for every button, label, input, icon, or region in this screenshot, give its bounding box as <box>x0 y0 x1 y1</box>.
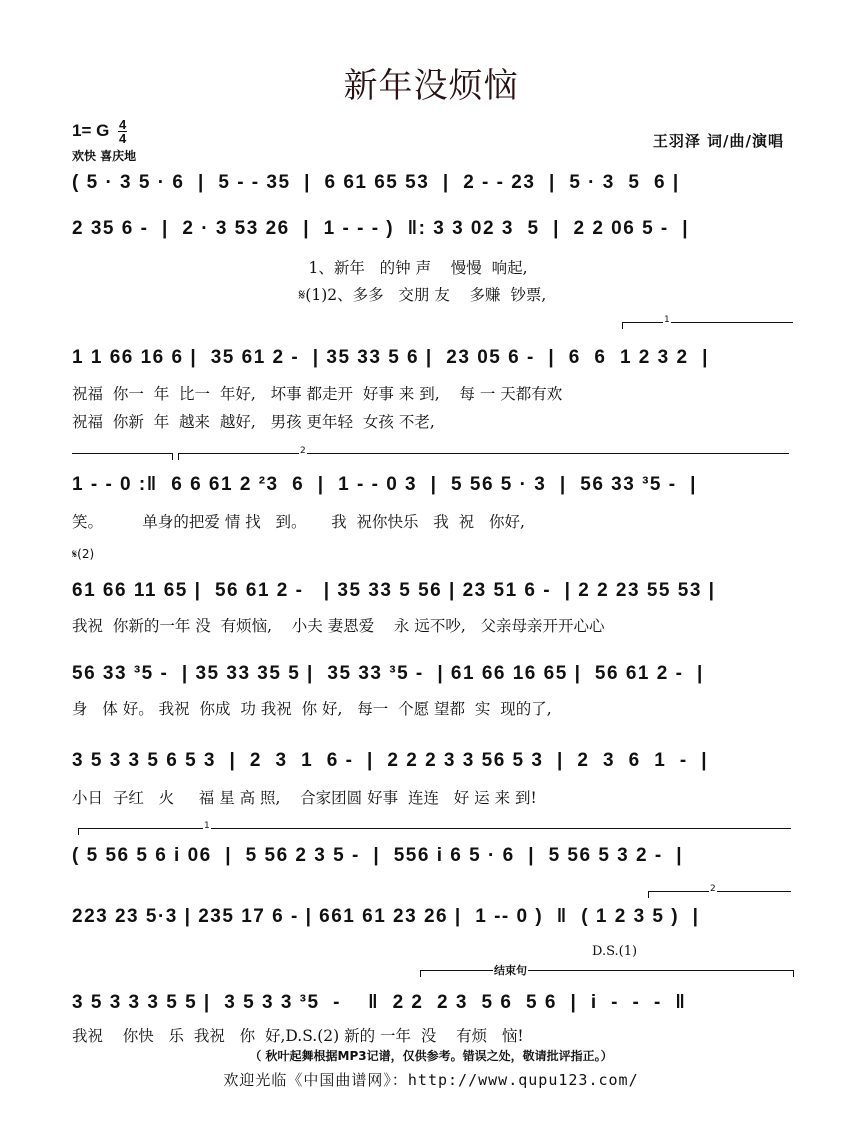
volta-bracket-end <box>72 453 173 460</box>
score-row: 61 66 11 65 | 56 61 2 - | 35 33 5 56 | 23 51 6 - | 2 2 23 55 53 | <box>72 580 716 601</box>
score-row: 1 - - 0 :‖ 6 6 61 2 ²3 6 | 1 - - 0 3 | 5 56 5 · 3 | 56 33 ³5 - | <box>72 474 697 495</box>
credit: 王羽泽 词/曲/演唱 <box>652 132 784 150</box>
score-row: 1 1 66 16 6 | 35 61 2 - | 35 33 5 6 | 23 05 6 - | 6 6 1 2 3 2 | <box>72 347 709 368</box>
volta-bracket: 1 <box>78 828 791 835</box>
score-row: 223 23 5·3 | 235 17 6 - | 661 61 23 26 | 1 -- 0 ) ‖ ( 1 2 3 5 ) | <box>72 906 700 927</box>
tempo-marking: 欢快 喜庆地 <box>72 149 137 163</box>
volta-bracket: 2 <box>178 453 789 460</box>
key-signature <box>72 118 127 145</box>
ds-marker: D.S.(1) <box>592 944 638 959</box>
time-signature: $\frac{4}{4}$ <box>118 117 127 146</box>
lyric-line: 小日 子红 火 福 星 高 照, 合家团圆 好事 连连 好 运 来 到! <box>72 789 537 807</box>
key-label: 1= G <box>72 120 110 140</box>
lyric-line: 𝄋(1)2、多多 交朋 友 多赚 钞票, <box>72 286 547 304</box>
segno-marker: 𝄋(2) <box>72 547 95 561</box>
site-link[interactable]: http://www.qupu123.com/ <box>407 1071 639 1089</box>
ending-bracket: 结束句 <box>420 970 794 977</box>
lyric-line: 1、新年 的钟 声 慢慢 响起, <box>72 259 528 277</box>
song-title: 新年没烦恼 <box>343 66 519 106</box>
score-row: ( 5 56 5 6 i 06 | 5 56 2 3 5 - | 556 i 6 5 · 6 | 5 56 5 3 2 - | <box>72 845 684 866</box>
score-row: ( 5 · 3 5 · 6 | 5 - - 35 | 6 61 65 53 | 2 - - 23 | 5 · 3 5 6 | <box>72 172 680 193</box>
score-row: 3 5 3 3 5 6 5 3 | 2 3 1 6 - | 2 2 2 3 3 56 5 3 | 2 3 6 1 - | <box>72 750 709 771</box>
lyric-line: 身 体 好。 我祝 你成 功 我祝 你 好, 每一 个愿 望都 实 现的了, <box>72 700 552 718</box>
welcome-text: 欢迎光临《中国曲谱网》： <box>223 1071 408 1089</box>
lyric-line: 我祝 你新的一年 没 有烦恼, 小夫 妻恩爱 永 远不吵, 父亲母亲开开心心 <box>72 617 605 635</box>
volta-bracket: 1 <box>622 322 793 329</box>
score-row: 2 35 6 - | 2 · 3 53 26 | 1 - - - ) ‖: 3 3 02 3 5 | 2 2 06 5 - | <box>72 218 690 239</box>
volta-bracket: 2 <box>648 891 791 898</box>
score-row: 3 5 3 3 3 5 5 | 3 5 3 3 ³5 - ‖ 2 2 2 3 5 6 5 6 | i - - - ‖ <box>72 992 687 1013</box>
footer <box>0 1069 862 1090</box>
lyric-line: 祝福 你新 年 越来 越好, 男孩 更年轻 女孩 不老, <box>72 413 435 431</box>
transcription-note: （ 秋叶起舞根据MP3记谱，仅供参考。错误之处，敬请批评指正。） <box>249 1049 613 1063</box>
lyric-line: 笑。 单身的把爱 情 找 到。 我 祝你快乐 我 祝 你好, <box>72 513 525 531</box>
lyric-line: 祝福 你一 年 比一 年好, 坏事 都走开 好事 来 到, 每 一 天都有欢 <box>72 385 563 403</box>
score-row: 56 33 ³5 - | 35 33 35 5 | 35 33 ³5 - | 61 66 16 65 | 56 61 2 - | <box>72 663 704 684</box>
lyric-line: 我祝 你快 乐 我祝 你 好,D.S.(2) 新的 一年 没 有烦 恼! <box>72 1027 524 1045</box>
